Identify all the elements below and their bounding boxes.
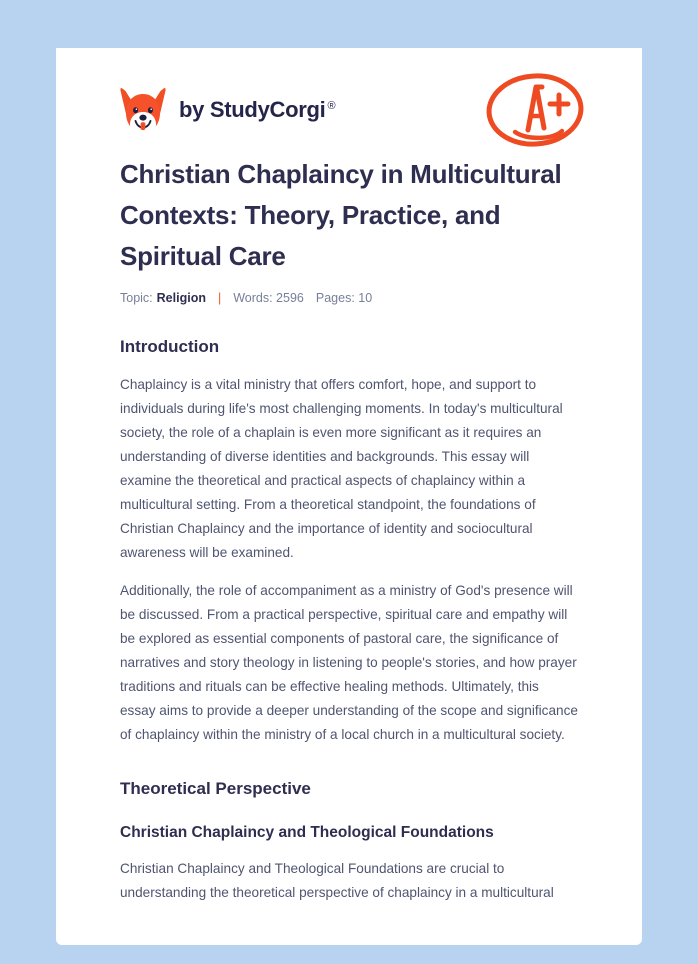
section-heading-introduction: Introduction bbox=[120, 337, 220, 356]
brand-name: StudyCorgi bbox=[209, 97, 326, 122]
brand-prefix: by bbox=[179, 97, 205, 122]
subsection-heading-theological-foundations: Christian Chaplaincy and Theological Foundations bbox=[120, 824, 494, 842]
page-title: Christian Chaplaincy in Multicultural Contexts: Theory, Practice, and Spiritual Care bbox=[120, 159, 562, 271]
meta-separator: | bbox=[217, 291, 222, 305]
paragraph: Chaplaincy is a vital ministry that offers comfort, hope, and support to individuals during life's most challenging moments. In today's multicultural society, the role of a chaplain is even more significant as it requires an understanding of diverse identities and backgrounds. This essay will examine the theoretical and practical aspects of chaplaincy within a multicultural setting. From a theoretical standpoint, the foundations of Christian Chaplaincy and the importance of identity and sociocultural awareness will be examined. bbox=[120, 377, 563, 561]
a-plus-grade-icon bbox=[482, 66, 588, 154]
registered-trademark-icon: ® bbox=[327, 99, 336, 112]
paragraph: Christian Chaplaincy and Theological Foundations are crucial to understanding the theoretical perspective of chaplaincy in a multicultural bbox=[120, 861, 554, 901]
meta-word-count: Words: 2596 bbox=[233, 291, 304, 305]
brand-wordmark bbox=[179, 99, 335, 121]
corgi-mascot-icon bbox=[120, 85, 166, 135]
meta-topic-value[interactable]: Religion bbox=[156, 291, 206, 305]
document-meta bbox=[120, 291, 578, 305]
meta-page-count: Pages: 10 bbox=[315, 291, 373, 305]
document-body bbox=[120, 336, 578, 905]
brand-lockup[interactable] bbox=[120, 85, 335, 135]
document-header bbox=[120, 48, 578, 152]
document-page-sheet bbox=[56, 48, 642, 945]
section-heading-theoretical-perspective: Theoretical Perspective bbox=[120, 779, 311, 799]
paragraph: Additionally, the role of accompaniment as a ministry of God's presence will be discussed. From a practical perspective, spiritual care and empathy will be explored as essential components of pastoral care, the significance of narratives and story theology in listening to people's stories, and how prayer traditions and rituals can be effective healing methods. Ultimately, this essay aims to provide a deeper understanding of the scope and significance of chaplaincy within the ministry of a local church in a multicultural society. bbox=[120, 583, 578, 743]
document-content bbox=[120, 48, 578, 905]
meta-topic-label: Topic: bbox=[120, 291, 153, 305]
